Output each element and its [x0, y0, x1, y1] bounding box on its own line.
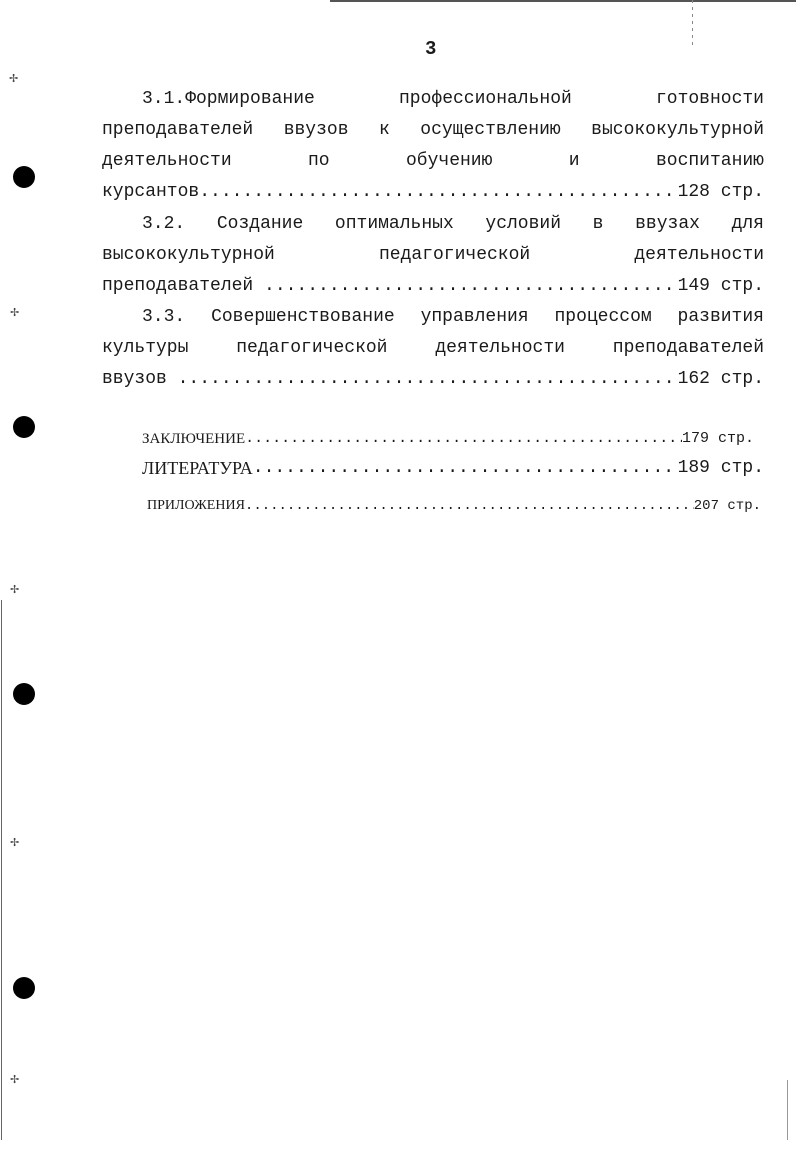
- punch-hole-icon: [13, 416, 35, 438]
- toc-entry-3-3[interactable]: [102, 302, 764, 395]
- left-edge-line: [1, 600, 2, 1140]
- toc-leader-line: курсантов ..... 128 стр.: [102, 177, 764, 208]
- toc-line: высококультурной педагогической деятельности: [102, 245, 764, 265]
- dot-leader: [253, 456, 678, 480]
- toc-page-ref: 207 стр.: [693, 498, 761, 514]
- toc-page-ref: 162 стр.: [677, 369, 764, 389]
- toc-line: преподавателей ввузов к осуществлению высококультурной: [102, 120, 764, 140]
- scan-artifact-icon: ✢: [10, 306, 20, 319]
- toc-label: ЗАКЛЮЧЕНИЕ: [142, 431, 246, 447]
- dot-leader: [245, 496, 694, 516]
- page-number: 3: [425, 38, 437, 60]
- dot-leader: [264, 271, 678, 302]
- toc-line: 3.3. Совершенствование управления процессом развития: [142, 307, 764, 327]
- top-border-line: [330, 0, 796, 2]
- punch-hole-icon: [13, 977, 35, 999]
- bottom-right-edge-mark: [787, 1080, 788, 1140]
- toc-entry-literature[interactable]: [142, 456, 764, 480]
- scan-artifact-icon: ✢: [10, 1073, 20, 1086]
- dot-leader: [178, 364, 678, 395]
- toc-line: деятельности по обучению и воспитанию: [102, 151, 764, 171]
- toc-leader-line: преподавателей ..... 149 стр.: [102, 271, 764, 302]
- toc-page-ref: 179 стр.: [681, 430, 754, 447]
- dot-leader: [245, 429, 682, 449]
- toc-entry-3-2[interactable]: [102, 209, 764, 302]
- toc-page-ref: 128 стр.: [677, 182, 764, 202]
- toc-line: культуры педагогической деятельности преподавателей: [102, 338, 764, 358]
- toc-line: 3.1.Формирование профессиональной готовности: [142, 89, 764, 109]
- dot-leader: [199, 177, 677, 208]
- toc-page-ref: 149 стр.: [677, 276, 764, 296]
- toc-label: ПРИЛОЖЕНИЯ: [147, 498, 245, 513]
- toc-line: 3.2. Создание оптимальных условий в ввузах для: [142, 214, 764, 234]
- toc-label: ЛИТЕРАТУРА: [142, 458, 253, 478]
- scan-artifact-icon: ✢: [10, 583, 20, 596]
- toc-page-ref: 189 стр.: [677, 458, 764, 478]
- punch-hole-icon: [13, 683, 35, 705]
- toc-leader-line: ввузов ..... 162 стр.: [102, 364, 764, 395]
- punch-hole-icon: [13, 166, 35, 188]
- toc-entry-conclusion[interactable]: [142, 429, 754, 449]
- toc-entry-3-1[interactable]: [102, 84, 764, 208]
- scan-artifact-icon: ✢: [10, 836, 20, 849]
- scan-artifact-icon: ✢: [9, 72, 19, 85]
- toc-entry-appendices[interactable]: [147, 496, 761, 516]
- top-right-dashed-mark: [692, 0, 693, 48]
